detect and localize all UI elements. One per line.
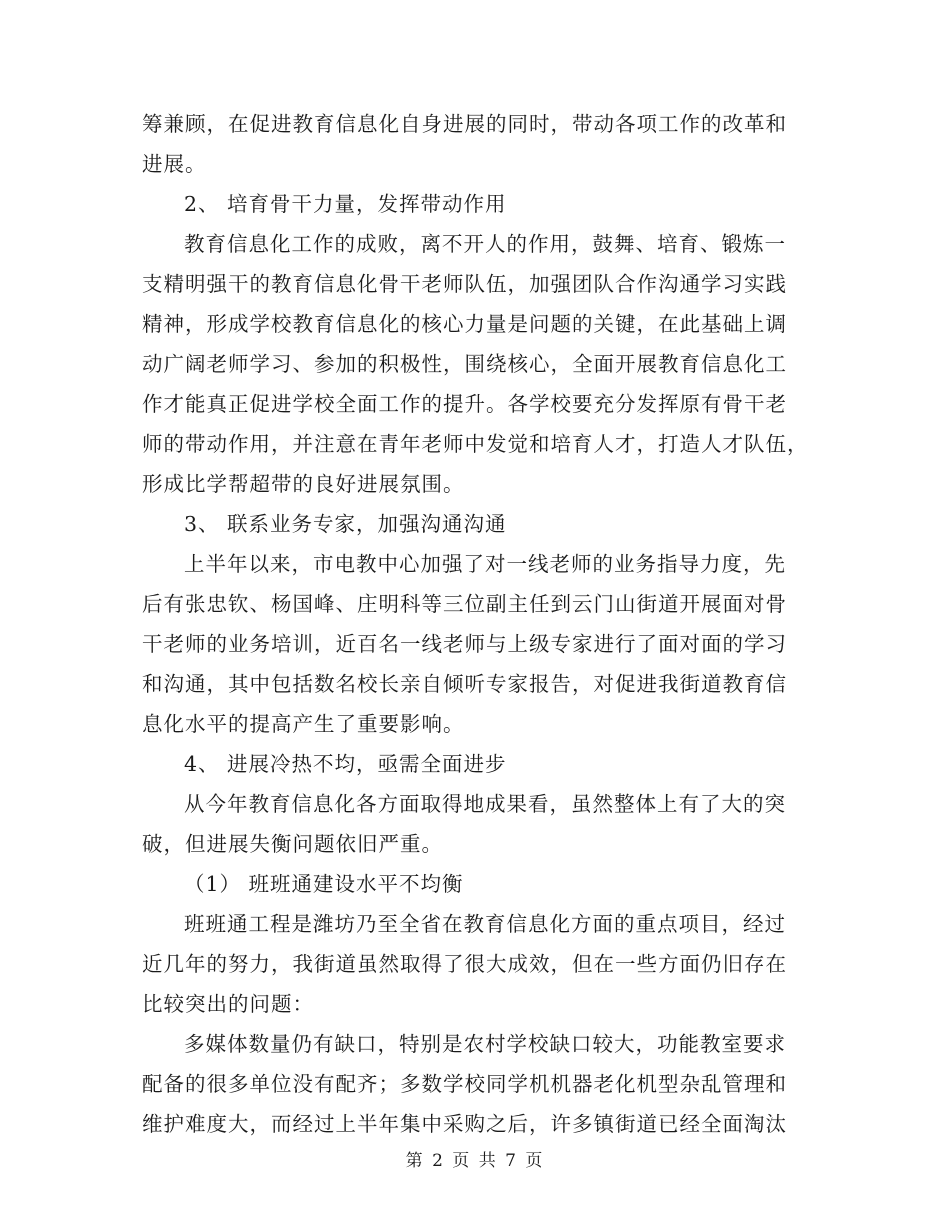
- text-line: 师的带动作用，并注意在青年老师中发觉和培育人才，打造人才队伍，: [142, 432, 809, 456]
- text-line: 上半年以来，市电教中心加强了对一线老师的业务指导力度，先: [184, 552, 786, 576]
- text-line: 后有张忠钦、杨国峰、庄明科等三位副主任到云门山街道开展面对骨: [142, 592, 787, 616]
- text-line: 筹兼顾，在促进教育信息化自身进展的同时，带动各项工作的改革和: [142, 112, 787, 136]
- text-line: 干老师的业务培训，近百名一线老师与上级专家进行了面对面的学习: [142, 632, 787, 656]
- text-line: 从今年教育信息化各方面取得地成果看，虽然整体上有了大的突: [184, 792, 786, 816]
- text-line: 动广阔老师学习、参加的积极性，围绕核心，全面开展教育信息化工: [142, 352, 787, 376]
- text-line: 和沟通，其中包括数名校长亲自倾听专家报告，对促进我街道教育信: [142, 672, 787, 696]
- section-heading: 3、 联系业务专家，加强沟通沟通: [184, 512, 507, 536]
- text-line: 破，但进展失衡问题依旧严重。: [142, 832, 443, 856]
- text-line: 配备的很多单位没有配齐；多数学校同学机机器老化机型杂乱管理和: [142, 1072, 787, 1096]
- text-line: 形成比学帮超带的良好进展氛围。: [142, 472, 465, 496]
- text-line: 多媒体数量仍有缺口，特别是农村学校缺口较大，功能教室要求: [184, 1032, 786, 1056]
- text-line: 近几年的努力，我街道虽然取得了很大成效，但在一些方面仍旧存在: [142, 952, 787, 976]
- text-line: 比较突出的问题：: [142, 992, 314, 1016]
- page-footer: 第 2 页 共 7 页: [405, 1151, 545, 1171]
- section-heading: 4、 进展冷热不均，亟需全面进步: [184, 752, 507, 776]
- text-line: 支精明强干的教育信息化骨干老师队伍，加强团队合作沟通学习实践: [142, 272, 787, 296]
- body-text: [142, 104, 807, 1144]
- text-line: 作才能真正促进学校全面工作的提升。各学校要充分发挥原有骨干老: [142, 392, 787, 416]
- section-heading: 2、 培育骨干力量，发挥带动作用: [184, 192, 507, 216]
- text-line: 班班通工程是潍坊乃至全省在教育信息化方面的重点项目，经过: [184, 912, 786, 936]
- text-line: （1） 班班通建设水平不均衡: [184, 872, 464, 896]
- text-line: 精神，形成学校教育信息化的核心力量是问题的关键，在此基础上调: [142, 312, 787, 336]
- text-line: 维护难度大，而经过上半年集中采购之后，许多镇街道已经全面淘汰: [142, 1112, 787, 1136]
- text-line: 进展。: [142, 152, 207, 176]
- text-line: 息化水平的提高产生了重要影响。: [142, 712, 465, 736]
- text-line: 教育信息化工作的成败，离不开人的作用，鼓舞、培育、锻炼一: [184, 232, 786, 256]
